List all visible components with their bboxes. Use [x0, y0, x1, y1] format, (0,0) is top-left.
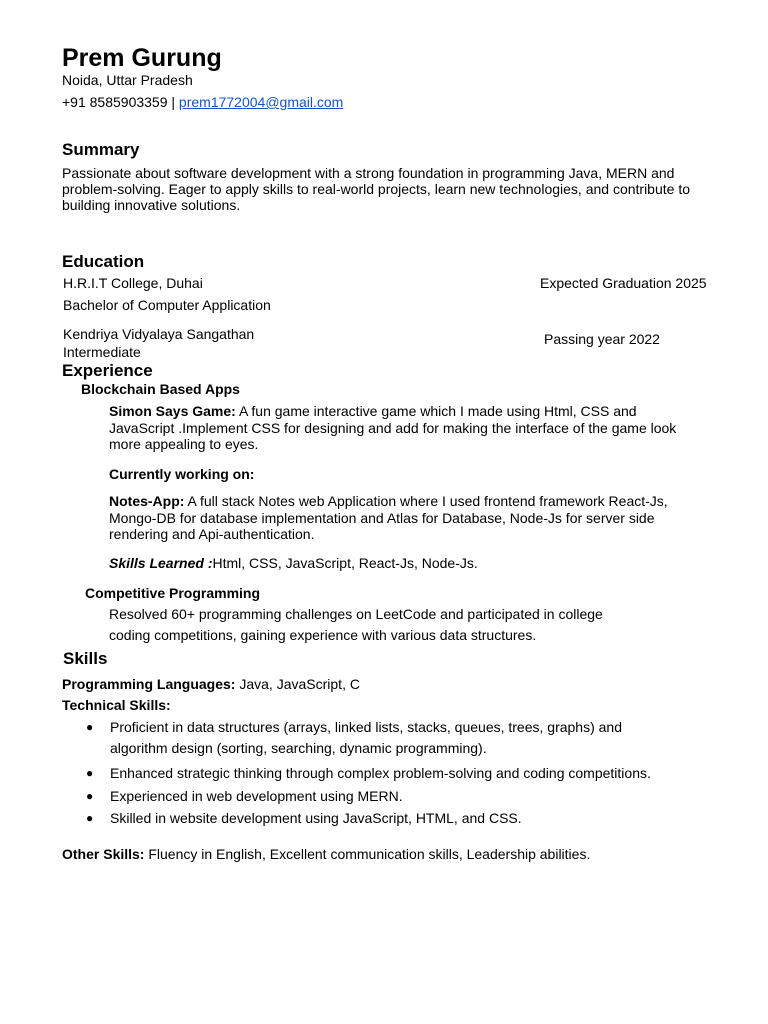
simon-game-line: JavaScript .Implement CSS for designing and add for making the interface of the game look	[109, 420, 677, 436]
bullet-icon: ●	[86, 789, 94, 803]
technical-skill-item: Experienced in web development using MERN.	[110, 788, 403, 804]
technical-skill-item: Proficient in data structures (arrays, linked lists, stacks, queues, trees, graphs) and	[110, 719, 623, 735]
cp-line: coding competitions, gaining experience with various data structures.	[109, 627, 537, 643]
skills-learned-text: Html, CSS, JavaScript, React-Js, Node-Js.	[212, 555, 478, 571]
notes-app-label: Notes-App:	[109, 493, 185, 509]
cp-line: Resolved 60+ programming challenges on LeetCode and participated in college	[109, 606, 603, 622]
experience-section-title: Blockchain Based Apps	[81, 381, 240, 397]
summary-line: building innovative solutions.	[62, 197, 241, 213]
programming-languages-text: Java, JavaScript, C	[235, 676, 360, 692]
experience-section-title: Competitive Programming	[85, 585, 261, 601]
school-name: Kendriya Vidyalaya Sangathan	[63, 326, 255, 342]
school-level: Intermediate	[63, 344, 141, 360]
skills-heading: Skills	[63, 649, 108, 668]
school-date: Passing year 2022	[544, 331, 660, 347]
phone: +91 8585903359 |	[62, 94, 179, 110]
skills-learned-label: Skills Learned :	[109, 555, 213, 571]
simon-game-text: A fun game interactive game which I made using Html, CSS and	[235, 403, 637, 419]
programming-languages-label: Programming Languages:	[62, 676, 236, 692]
summary-heading: Summary	[62, 140, 140, 159]
bullet-icon: ●	[86, 811, 94, 825]
other-skills-label: Other Skills:	[62, 846, 145, 862]
technical-skills-label: Technical Skills:	[62, 697, 171, 713]
technical-skill-item: Skilled in website development using JavaScript, HTML, and CSS.	[110, 810, 522, 826]
bullet-icon: ●	[86, 720, 94, 734]
email-link[interactable]: prem1772004@gmail.com	[178, 94, 344, 110]
currently-working-label: Currently working on:	[109, 466, 255, 482]
notes-app-line	[109, 493, 668, 509]
education-heading: Education	[62, 252, 145, 271]
summary-line: Passionate about software development with a strong foundation in programming Java, MERN and	[62, 165, 675, 181]
candidate-name: Prem Gurung	[62, 44, 222, 72]
summary-line: problem-solving. Eager to apply skills to real-world projects, learn new technologies, and contribute to	[62, 181, 690, 197]
programming-languages-line	[62, 676, 360, 692]
notes-app-text: A full stack Notes web Application where I used frontend framework React-Js,	[184, 493, 668, 509]
other-skills-text: Fluency in English, Excellent communication skills, Leadership abilities.	[144, 846, 591, 862]
simon-game-label: Simon Says Game:	[109, 403, 236, 419]
degree: Bachelor of Computer Application	[63, 297, 271, 313]
bullet-icon: ●	[86, 766, 94, 780]
location: Noida, Uttar Pradesh	[62, 72, 193, 88]
contact-line	[62, 94, 343, 110]
technical-skill-item: Enhanced strategic thinking through complex problem-solving and coding competitions.	[110, 765, 651, 781]
college-name: H.R.I.T College, Duhai	[63, 275, 203, 291]
notes-app-line: rendering and Api-authentication.	[109, 526, 315, 542]
simon-game-line	[109, 403, 637, 419]
experience-heading: Experience	[62, 361, 153, 380]
simon-game-line: more appealing to eyes.	[109, 436, 259, 452]
notes-app-line: Mongo-DB for database implementation and Atlas for Database, Node-Js for server side	[109, 510, 655, 526]
college-date: Expected Graduation 2025	[540, 275, 707, 291]
skills-learned-line	[109, 555, 478, 571]
other-skills-line	[62, 846, 590, 862]
technical-skill-item: algorithm design (sorting, searching, dynamic programming).	[110, 740, 487, 756]
